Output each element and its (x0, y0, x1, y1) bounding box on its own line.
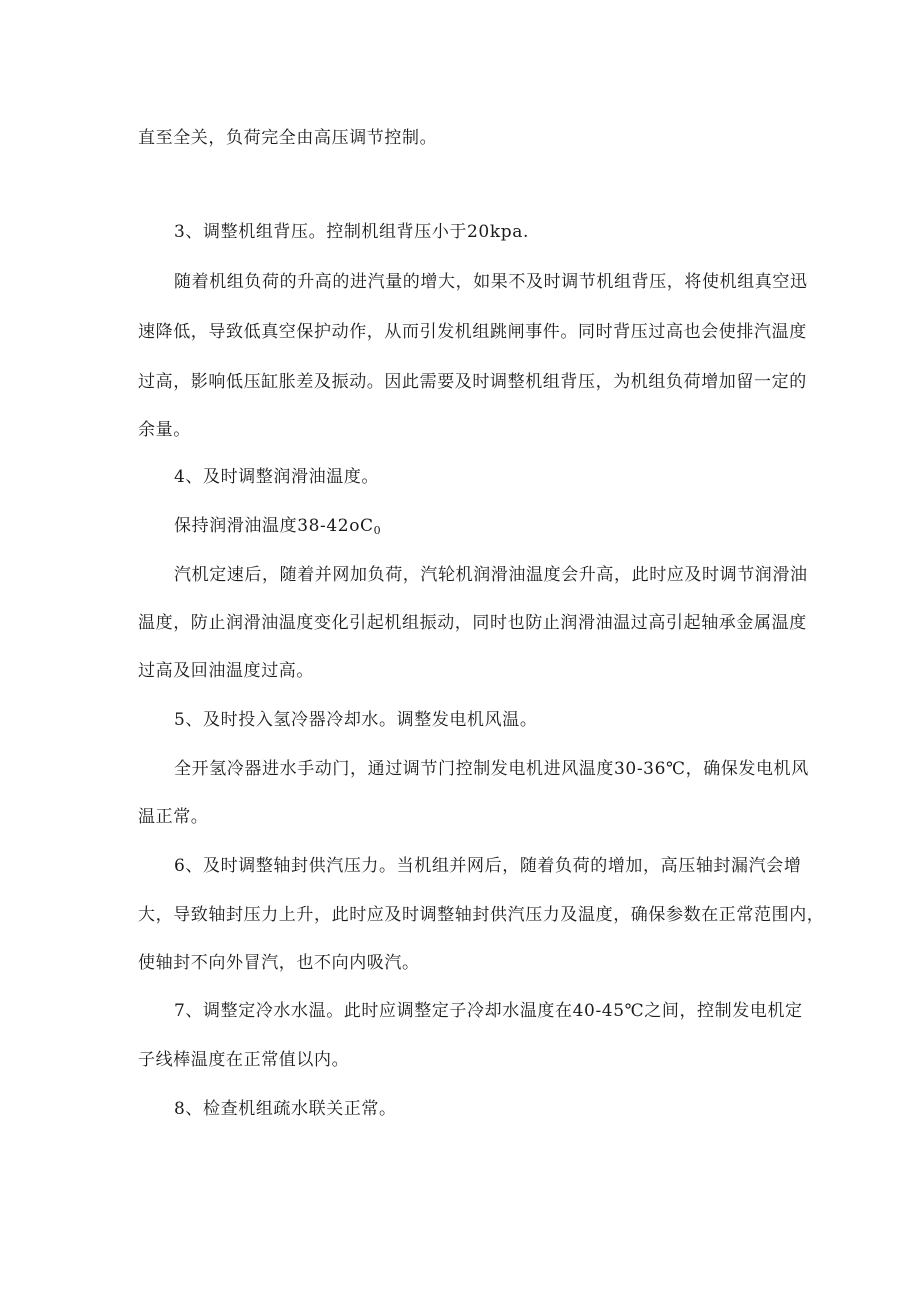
paragraph-line: 全开氢冷器进水手动门，通过调节门控制发电机进风温度30-36℃，确保发电机风 (174, 759, 809, 779)
section-heading: 4、及时调整润滑油温度。 (174, 467, 380, 487)
section-heading: 8、检查机组疏水联关正常。 (174, 1099, 397, 1119)
paragraph-line: 余量。 (138, 420, 191, 440)
paragraph-line: 速降低，导致低真空保护动作，从而引发机组跳闸事件。同时背压过高也会使排汽温度 (138, 322, 807, 342)
section-heading: 3、调整机组背压。控制机组背压小于20kpa. (174, 222, 529, 242)
paragraph-line: 使轴封不向外冒汽，也不向内吸汽。 (138, 953, 420, 973)
paragraph-line: 直至全关，负荷完全由高压调节控制。 (138, 128, 438, 148)
paragraph-line: 子线棒温度在正常值以内。 (138, 1050, 350, 1070)
paragraph-line: 温度，防止润滑油温度变化引起机组振动，同时也防止润滑油温过高引起轴承金属温度 (138, 613, 807, 633)
paragraph-line: 温正常。 (138, 807, 209, 827)
paragraph-line: 过高及回油温度过高。 (138, 661, 314, 681)
section-heading: 5、及时投入氢冷器冷却水。调整发电机风温。 (174, 710, 538, 730)
paragraph-line: 随着机组负荷的升高的进汽量的增大，如果不及时调节机组背压，将使机组真空迅 (174, 272, 808, 292)
paragraph-line: 保持润滑油温度$38-42oC_0$ (174, 516, 382, 537)
paragraph-line: 大，导致轴封压力上升，此时应及时调整轴封供汽压力及温度，确保参数在正常范围内， (138, 905, 825, 925)
paragraph-line: 汽机定速后，随着并网加负荷，汽轮机润滑油温度会升高，此时应及时调节润滑油 (174, 565, 808, 585)
section-heading: 6、及时调整轴封供汽压力。当机组并网后，随着负荷的增加，高压轴封漏汽会增 (174, 856, 802, 876)
section-heading: 7、调整定冷水水温。此时应调整定子冷却水温度在40-45℃之间，控制发电机定 (174, 1001, 803, 1021)
paragraph-line: 过高，影响低压缸胀差及振动。因此需要及时调整机组背压，为机组负荷增加留一定的 (138, 372, 807, 392)
